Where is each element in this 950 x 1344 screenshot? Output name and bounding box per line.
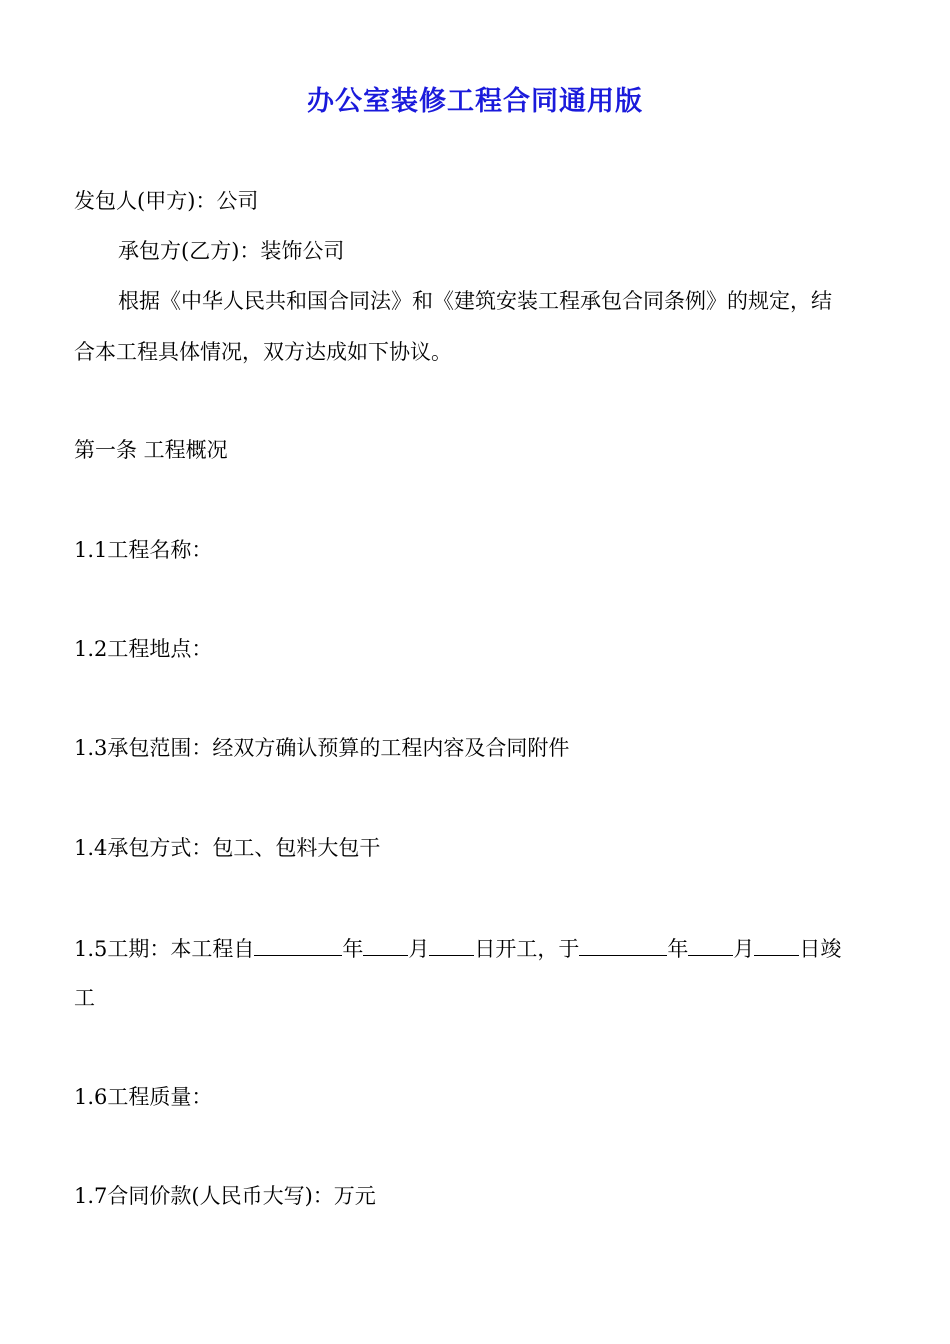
item-1-1-project-name: 1.1工程名称： xyxy=(74,538,213,562)
end-day-label: 日竣 xyxy=(799,937,842,961)
article-1-heading: 第一条 工程概况 xyxy=(74,438,228,462)
end-year-blank xyxy=(579,933,667,956)
start-year-blank xyxy=(254,933,342,956)
end-month-label: 月 xyxy=(733,937,755,961)
preamble-line-2: 合本工程具体情况，双方达成如下协议。 xyxy=(74,340,452,364)
start-day-label: 日开工，于 xyxy=(474,937,580,961)
item-1-3-contract-scope: 1.3承包范围：经双方确认预算的工程内容及合同附件 xyxy=(74,736,570,760)
start-month-blank xyxy=(363,933,408,956)
preamble-line-1: 根据《中华人民共和国合同法》和《建筑安装工程承包合同条例》的规定，结 xyxy=(118,289,832,313)
party-a-line: 发包人(甲方)：公司 xyxy=(74,189,259,213)
start-day-blank xyxy=(429,933,474,956)
end-month-blank xyxy=(688,933,733,956)
item-1-6-quality: 1.6工程质量： xyxy=(74,1085,213,1109)
end-day-blank xyxy=(754,933,799,956)
item-1-5-continuation: 工 xyxy=(74,986,95,1010)
document-title: 办公室装修工程合同通用版 xyxy=(307,86,643,117)
item-1-2-project-location: 1.2工程地点： xyxy=(74,637,213,661)
item-1-4-contract-method: 1.4承包方式：包工、包料大包干 xyxy=(74,836,381,860)
party-b-line: 承包方(乙方)：装饰公司 xyxy=(118,239,345,263)
item-1-5-schedule xyxy=(74,933,884,964)
start-month-label: 月 xyxy=(408,937,430,961)
start-year-label: 年 xyxy=(342,937,364,961)
schedule-prefix: 1.5工期：本工程自 xyxy=(74,937,255,961)
end-year-label: 年 xyxy=(667,937,689,961)
item-1-7-contract-price: 1.7合同价款(人民币大写)：万元 xyxy=(74,1184,376,1208)
